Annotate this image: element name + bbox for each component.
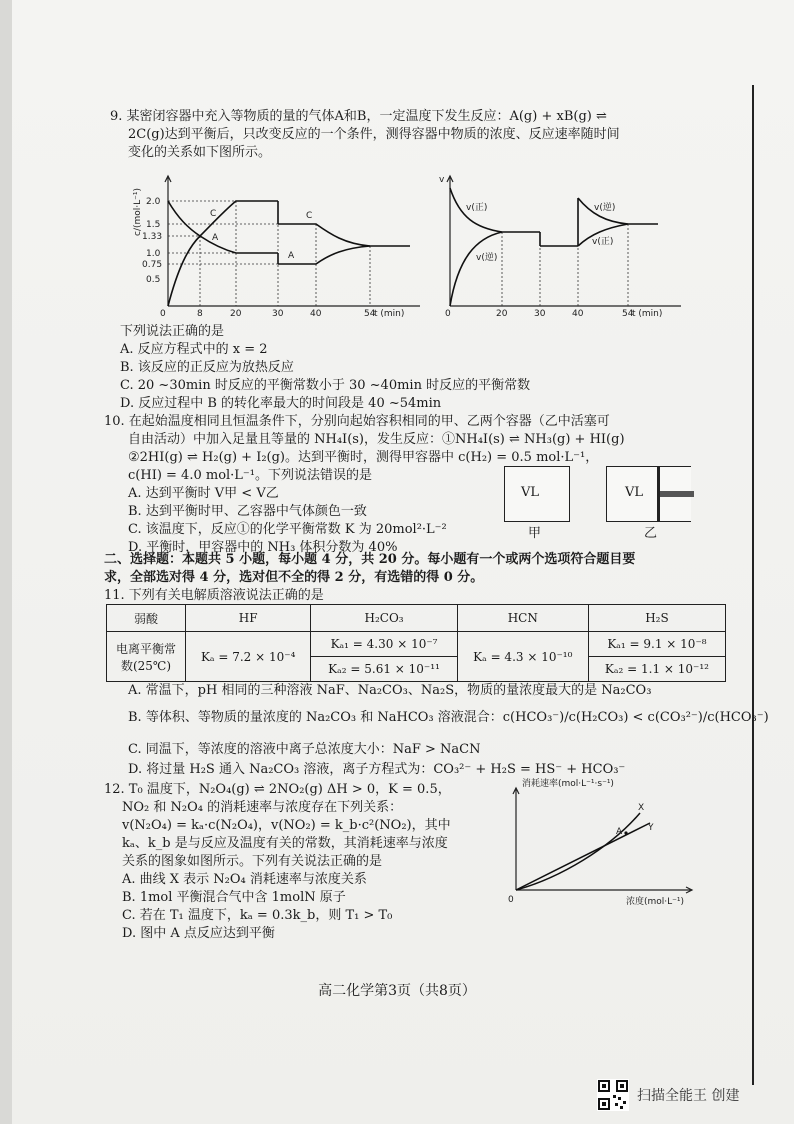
xtick: 40 <box>572 309 584 318</box>
qr-code-icon <box>597 1079 629 1111</box>
q10-stem-line1: 10. 在起始温度相同且恒温条件下，分别向起始容积相同的甲、乙两个容器（乙中活塞可 <box>104 414 610 429</box>
xtick: 30 <box>272 309 284 318</box>
container-jia <box>504 466 570 522</box>
q9-concentration-chart <box>130 168 420 318</box>
curve-label-vn1: v(逆) <box>476 253 498 263</box>
ytick: 0.5 <box>146 275 161 285</box>
xtick: 20 <box>496 309 508 318</box>
scan-edge <box>0 0 12 1124</box>
curve-label-X: X <box>638 803 645 813</box>
piston-rod <box>660 491 694 497</box>
table-header-row <box>107 605 726 632</box>
xtick: 30 <box>534 309 546 318</box>
q9-option-b: B. 该反应的正反应为放热反应 <box>120 360 294 375</box>
q11-option-b: B. 等体积、等物质的量浓度的 Na₂CO₃ 和 NaHCO₃ 溶液混合：c(HCO₃⁻)/c(H₂CO₃) < c(CO₃²⁻)/c(HCO₃⁻) <box>128 710 769 725</box>
xtick: 40 <box>310 309 322 318</box>
q10-option-d: D. 平衡时，甲容器中的 NH₃ 体积分数为 40% <box>128 540 398 555</box>
container-jia-caption: 甲 <box>528 526 542 541</box>
margin-line <box>752 85 754 1085</box>
table-header: H₂S <box>588 605 725 632</box>
q12-option-d: D. 图中 A 点反应达到平衡 <box>122 926 275 941</box>
xtick: 0 <box>445 309 451 318</box>
ionization-constants-table <box>106 604 726 682</box>
section2-instructions-line1: 二、选择题：本题共 5 小题，每小题 4 分，共 20 分。每小题有一个或两个选项符合题目要 <box>104 552 636 567</box>
q11-option-a: A. 常温下，pH 相同的三种溶液 NaF、Na₂CO₃、Na₂S，物质的量浓度最大的是 Na₂CO₃ <box>128 683 652 698</box>
ytick: 1.0 <box>146 249 161 259</box>
table-cell-h2co3-ka2: Kₐ₂ = 5.61 × 10⁻¹¹ <box>311 657 457 682</box>
q12-stem-line5: 关系的图象如图所示。下列有关说法正确的是 <box>122 854 383 869</box>
table-cell-h2s-ka1: Kₐ₁ = 9.1 × 10⁻⁸ <box>588 632 725 657</box>
table-header: HF <box>186 605 311 632</box>
xtick: 8 <box>197 309 203 318</box>
y-axis-label: c/(mol·L⁻¹) <box>133 187 143 236</box>
container-yi <box>606 466 691 522</box>
curve-v-forward-1 <box>450 188 540 232</box>
q9-rate-chart <box>436 168 686 318</box>
ytick: 2.0 <box>146 197 161 207</box>
table-header: H₂CO₃ <box>311 605 457 632</box>
curve-X <box>516 813 640 890</box>
ytick: 1.33 <box>142 232 163 242</box>
container-yi-label: VL <box>625 485 644 500</box>
scanner-watermark <box>597 1079 739 1111</box>
table-cell-hcn: Kₐ = 4.3 × 10⁻¹⁰ <box>457 632 588 682</box>
q10-stem-line2: 自由活动）中加入足量且等量的 NH₄I(s)，发生反应：①NH₄I(s) ⇌ NH₃(g) + HI(g) <box>128 432 625 447</box>
curve-Y <box>516 823 650 890</box>
ytick: 0.75 <box>142 260 163 270</box>
xtick: 20 <box>230 309 242 318</box>
scanner-brand-text: 扫描全能王 创建 <box>637 1088 740 1104</box>
x-axis-label: 浓度(mol·L⁻¹) <box>626 897 685 907</box>
y-axis-label: v <box>439 175 445 185</box>
curve-v-reverse-3 <box>578 198 658 224</box>
point-A <box>624 831 627 834</box>
curve-v-reverse-1 <box>450 232 502 306</box>
q12-stem-line4: kₐ、k_b 是与反应及温度有关的常数，其消耗速率与浓度 <box>122 836 448 851</box>
curve-C-phase2 <box>278 224 410 246</box>
q12-option-c: C. 若在 T₁ 温度下，kₐ = 0.3k_b，则 T₁ > T₀ <box>122 908 393 923</box>
q9-option-d: D. 反应过程中 B 的转化率最大的时间段是 40 ~54min <box>120 396 442 411</box>
q12-stem-line2: NO₂ 和 N₂O₄ 的消耗速率与浓度存在下列关系： <box>122 800 403 815</box>
curve-label-vz2: v(正) <box>592 237 614 247</box>
xtick: 54 <box>364 309 376 318</box>
q10-stem-line3: ②2HI(g) ⇌ H₂(g) + I₂(g)。达到平衡时，测得甲容器中 c(H₂) = 0.5 mol·L⁻¹， <box>128 450 599 465</box>
curve-label-A: A <box>212 233 219 243</box>
y-axis-label: 消耗速率(mol·L⁻¹·s⁻¹) <box>522 779 614 789</box>
q12-option-b: B. 1mol 平衡混合气中含 1molN 原子 <box>122 890 346 905</box>
q10-option-b: B. 达到平衡时甲、乙容器中气体颜色一致 <box>128 504 367 519</box>
q10-stem-line4: c(HI) = 4.0 mol·L⁻¹。下列说法错误的是 <box>128 468 373 483</box>
table-header: 弱酸 <box>107 605 186 632</box>
x-axis-label: t (min) <box>374 309 405 318</box>
table-cell-h2co3-ka1: Kₐ₁ = 4.30 × 10⁻⁷ <box>311 632 457 657</box>
container-jia-label: VL <box>521 485 540 500</box>
q11-stem: 11. 下列有关电解质溶液说法正确的是 <box>104 588 324 603</box>
table-row-label: 电离平衡常数(25℃) <box>107 632 186 682</box>
q9-stem-line2: 2C(g)达到平衡后，只改变反应的一个条件，测得容器中物质的浓度、反应速率随时间 <box>128 127 620 142</box>
q12-option-a: A. 曲线 X 表示 N₂O₄ 消耗速率与浓度关系 <box>122 872 367 887</box>
curve-label-C2: C <box>306 211 313 221</box>
table-header: HCN <box>457 605 588 632</box>
q12-stem-line1: 12. T₀ 温度下，N₂O₄(g) ⇌ 2NO₂(g) ΔH > 0，K = 0.5， <box>104 782 451 797</box>
q12-rate-concentration-chart <box>500 778 700 908</box>
container-yi-caption: 乙 <box>644 526 658 541</box>
curve-label-vz1: v(正) <box>466 203 488 213</box>
table-row <box>107 632 726 657</box>
curve-label-A2: A <box>288 251 295 261</box>
ytick: 1.5 <box>146 220 161 230</box>
q12-stem-line3: v(N₂O₄) = kₐ·c(N₂O₄)，v(NO₂) = k_b·c²(NO₂)，其中 <box>122 818 451 833</box>
page-footer: 高二化学第3页（共8页） <box>318 983 476 999</box>
xtick: 54 <box>622 309 634 318</box>
q9-option-a: A. 反应方程式中的 x = 2 <box>120 342 268 357</box>
curve-label-vn2: v(逆) <box>594 203 616 213</box>
q10-option-a: A. 达到平衡时 V甲 < V乙 <box>128 486 279 501</box>
q9-option-c: C. 20 ~30min 时反应的平衡常数小于 30 ~40min 时反应的平衡常数 <box>120 378 531 393</box>
q11-option-d: D. 将过量 H₂S 通入 Na₂CO₃ 溶液，离子方程式为：CO₃²⁻ + H₂S = HS⁻ + HCO₃⁻ <box>128 762 626 777</box>
origin-label: 0 <box>160 309 166 318</box>
q10-option-c: C. 该温度下，反应①的化学平衡常数 K 为 20mol²·L⁻² <box>128 522 447 537</box>
section2-instructions-line2: 求，全部选对得 4 分，选对但不全的得 2 分，有选错的得 0 分。 <box>104 570 484 585</box>
point-label-A: A <box>616 827 623 837</box>
q9-prompt: 下列说法正确的是 <box>120 324 225 339</box>
q11-option-c: C. 同温下，等浓度的溶液中离子总浓度大小：NaF > NaCN <box>128 742 481 757</box>
origin-label: 0 <box>508 895 514 905</box>
table-cell-h2s-ka2: Kₐ₂ = 1.1 × 10⁻¹² <box>588 657 725 682</box>
q9-stem-line1: 9. 某密闭容器中充入等物质的量的气体A和B，一定温度下发生反应：A(g) + xB(g) ⇌ <box>110 109 607 124</box>
curve-label-C: C <box>210 209 217 219</box>
curve-A-phase1 <box>168 201 278 253</box>
curve-label-Y: Y <box>648 823 654 833</box>
q9-stem-line3: 变化的关系如下图所示。 <box>128 145 272 160</box>
table-cell-hf: Kₐ = 7.2 × 10⁻⁴ <box>186 632 311 682</box>
x-axis-label: t (min) <box>632 309 663 318</box>
